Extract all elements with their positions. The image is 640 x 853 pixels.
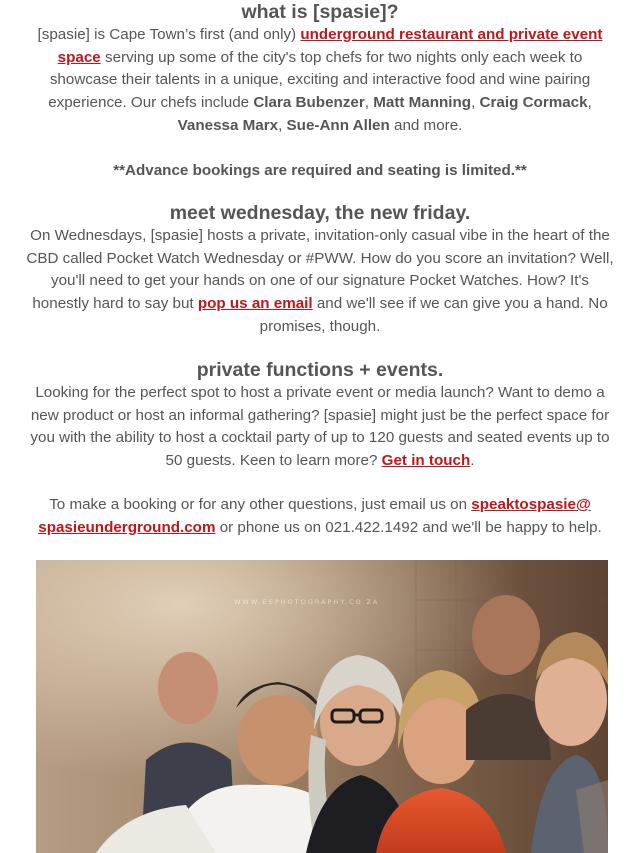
separator: , (278, 116, 287, 134)
separator: , (587, 94, 592, 112)
intro-text-end: and more. (389, 116, 463, 134)
functions-text: Looking for the perfect spot to host a private event or media launch? Want to demo a new product or host an informal gathering? [spasie] might just be the perfect space for you with the ability to host a cocktail party of up to 120 guests and seated events up to 50 guests. Keen to learn more? (30, 384, 610, 470)
intro-text-cont: serving up some of the city's top chefs for two nights only each week to showcase their talents in a unique, exciting and interactive food and wine pairing experience. Our chefs include (48, 48, 591, 112)
functions-paragraph (22, 382, 618, 473)
pop-us-an-email-link[interactable]: pop us an email (197, 295, 313, 313)
underground-restaurant-link[interactable]: underground restaurant and private event space (57, 26, 603, 66)
wednesday-paragraph (22, 225, 618, 339)
chef-name: Vanessa Marx (177, 116, 279, 134)
section-meet-wednesday (0, 201, 640, 339)
separator: , (471, 94, 480, 112)
wednesday-text: On Wednesdays, [spasie] hosts a private, invitation-only casual vibe in the heart of the CBD called Pocket Watch Wednesday or #PWW. How do you score an invitation? Well, you'll need to get your hands on one of our signature Pocket Watches. How? It's honestly hard to say but (26, 227, 614, 313)
separator: , (364, 94, 374, 112)
section-what-is-spasie (0, 0, 640, 182)
section-heading: what is [spasie]? (241, 1, 399, 23)
section-heading: meet wednesday, the new friday. (169, 202, 471, 224)
functions-text-end: . (470, 452, 475, 470)
intro-text: [spasie] is Cape Town’s first (and only) (37, 26, 301, 43)
contact-text-end: or phone us on 021.422.1492 and we'll be happy to help. (215, 518, 602, 536)
chef-name: Sue-Ann Allen (286, 116, 390, 134)
get-in-touch-link[interactable]: Get in touch (381, 452, 471, 470)
booking-notice: **Advance bookings are required and seating is limited.** (113, 161, 527, 179)
chef-name: Craig Cormack (479, 94, 588, 112)
event-photo (36, 560, 608, 853)
email-link[interactable]: speaktospasie@ spasieunderground.com (38, 496, 591, 536)
intro-paragraph (22, 24, 618, 138)
wednesday-text-end: and we'll see if we can give you a hand. No promises, though. (259, 295, 608, 335)
contact-paragraph (22, 494, 618, 539)
section-heading: private functions + events. (196, 359, 444, 381)
contact-text: To make a booking or for any other questions, just email us on (49, 496, 472, 513)
chef-name: Clara Bubenzer (253, 94, 365, 112)
chef-name: Matt Manning (373, 94, 472, 112)
photo-watermark: WWW.EEPHOTOGRAPHY.CO.ZA (234, 598, 380, 606)
contact-section (0, 494, 640, 539)
section-private-functions (0, 358, 640, 473)
